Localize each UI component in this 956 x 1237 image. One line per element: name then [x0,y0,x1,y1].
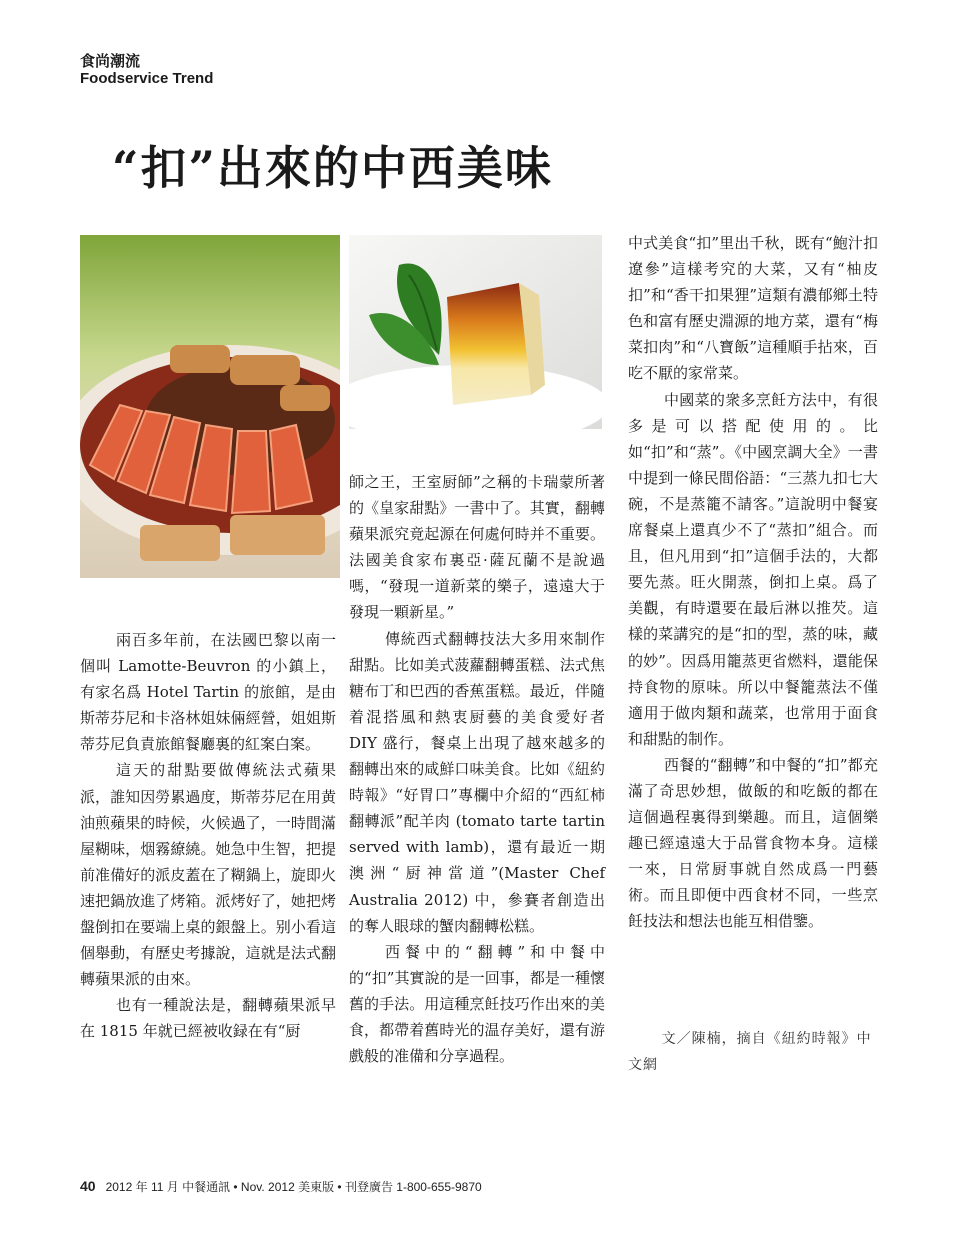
upside-down-cake-photo [349,235,602,429]
paragraph: 這天的甜點要做傳統法式蘋果派，誰知因勞累過度，斯蒂芬尼在用黄油煎蘋果的時候，火候過了，一時間滿屋糊味，烟霧繚繞。她急中生智，把提前准備好的派皮蓋在了糊鍋上，旋即火速把鍋放進了烤箱。派烤好了，她把烤盤倒扣在要端上桌的銀盤上。别小看這個舉動，有歷史考據說，這就是法式翻轉蘋果派的由來。 [80,761,336,989]
page-footer [80,1178,482,1195]
text-column-3 [628,230,878,1000]
text-column-1 [80,627,336,1112]
article-title: “扣”出來的中西美味 [112,141,553,195]
text-column-2 [349,469,605,1109]
footer-text: 2012 年 11 月 中餐通訊 • Nov. 2012 美東版 • 刊登廣告 1-800-655-9870 [105,1180,482,1194]
paragraph: 西餐中的“翻轉”和中餐中的“扣”其實說的是一回事，都是一種懷舊的手法。用這種烹飪技巧作出來的美食，都帶着舊時光的温存美好，還有游戲般的准備和分享過程。 [349,942,605,1066]
paragraph: 中式美食“扣”里出千秋，既有“鮑汁扣遼參”這樣考究的大菜，又有“柚皮扣”和“香干扣果狸”這類有濃郁鄉土特色和富有歷史淵源的地方菜，還有“梅菜扣肉”和“八寶飯”這種順手拈來，百吃不厭的家常菜。 [628,234,878,383]
paragraph: 兩百多年前，在法國巴黎以南一個叫 Lamotte-Beuvron 的小鎮上，有家名爲 Hotel Tartin 的旅館，是由斯蒂芬尼和卡洛林姐妹倆經營，姐姐斯蒂芬尼負責旅館餐廳裏的紅案白案。 [80,631,336,754]
paragraph: 西餐的“翻轉”和中餐的“扣”都充滿了奇思妙想，做飯的和吃飯的都在這個過程裏得到樂趣。而且，這個樂趣已經遠遠大于品嘗食物本身。這樣一來，日常厨事就自然成爲一門藝術。而且即便中西食材不同，一些烹飪技法和想法也能互相借鑒。 [628,755,878,931]
paragraph: 傳統西式翻轉技法大多用來制作甜點。比如美式菠蘿翻轉蛋糕、法式焦糖布丁和巴西的香蕉蛋糕。最近，伴隨着混搭風和熱衷厨藝的美食愛好者 DIY 盛行，餐桌上出現了越來越多的翻轉出來的咸鮮口味美食。比如《紐約時報》“好胃口”專欄中介紹的“西紅柿翻轉派”配羊肉 (tomato tarte tartin served with lamb)，還有最近一期澳洲“厨神當道”(Master Chef Australia 2012) 中，參賽者創造出的奪人眼球的蟹肉翻轉松糕。 [349,629,605,935]
paragraph: 也有一種說法是，翻轉蘋果派早在 1815 年就已經被收録在有“厨 [80,996,336,1041]
page-number: 40 [80,1178,96,1194]
section-label-en: Foodservice Trend [80,70,214,87]
paragraph: 中國菜的衆多烹飪方法中，有很多是可以搭配使用的。比如“扣”和“蒸”。《中國烹調大全》一書中提到一條民間俗語：“三蒸九扣七大碗，不是蒸籠不請客。”這說明中餐宴席餐桌上還真少不了“蒸扣”組合。而且，但凡用到“扣”這個手法的，大都要先蒸。旺火開蒸，倒扣上桌。爲了美觀，有時還要在最后淋以推芡。這樣的菜講究的是“扣的型，蒸的味，藏的妙”。因爲用籠蒸更省燃料，還能保持食物的原味。所以中餐籠蒸法不僅適用于做肉類和蔬菜，也常用于面食和甜點的制作。 [628,390,878,748]
paragraph: 師之王，王室厨師”之稱的卡瑞蒙所著的《皇家甜點》一書中了。其實，翻轉蘋果派究竟起源在何處何時并不重要。法國美食家布裏亞·薩瓦蘭不是說過嗎，“發現一道新菜的樂子，遠遠大于發現一顆新星。” [349,473,605,622]
braised-pork-photo [80,235,340,578]
article-credit: 文／陳楠，摘自《紐約時報》中文網 [628,1031,872,1073]
section-label-zh: 食尚潮流 [80,52,141,70]
